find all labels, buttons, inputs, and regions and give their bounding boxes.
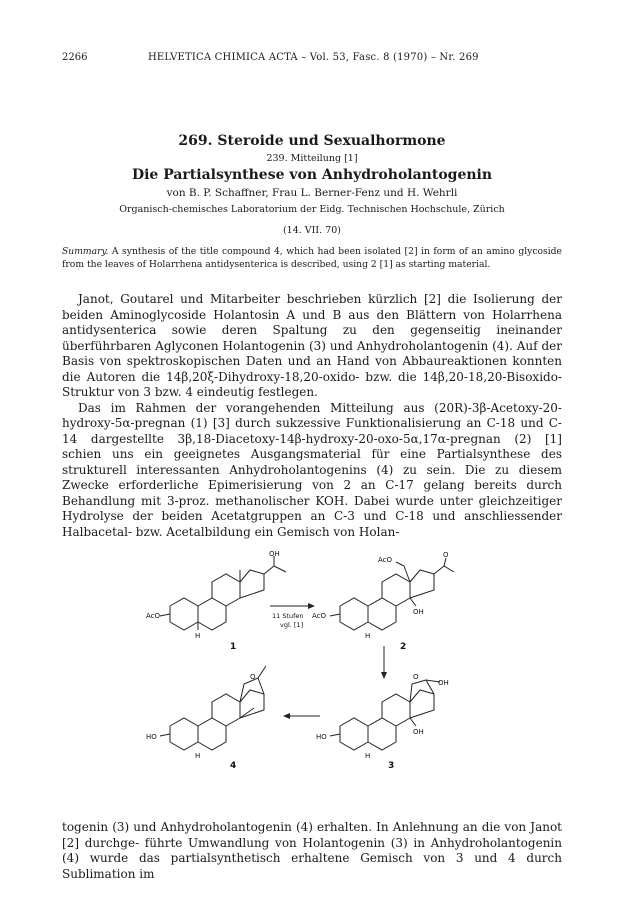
summary-label: Summary.: [62, 246, 109, 257]
label-oh-top: OH: [269, 550, 280, 558]
page-number: 2266: [62, 52, 88, 63]
label-aco-2: AcO: [312, 612, 327, 620]
structure-compound-3: [316, 673, 449, 771]
communication-number: 239. Mitteilung [1]: [266, 153, 358, 164]
reaction-arrow-1-to-2: [270, 603, 315, 629]
label-oxo: O: [443, 551, 449, 559]
label-oh-3b: OH: [413, 728, 424, 736]
structure-compound-4: [146, 666, 266, 771]
label-aco-top: AcO: [378, 556, 393, 564]
author-list: von B. P. Schaffner, Frau L. Berner-Fenz und H. Wehrli: [166, 187, 458, 199]
structure-compound-1: [146, 550, 286, 652]
label-h-1: H: [195, 632, 201, 640]
affiliation: Organisch-chemisches Laboratorium der Eidg. Technischen Hochschule, Zürich: [119, 204, 505, 215]
label-oh-2: OH: [413, 608, 424, 616]
summary-block: [62, 245, 562, 271]
compound-number-4: 4: [230, 761, 237, 771]
label-ho-3: HO: [316, 733, 327, 741]
journal-title: HELVETICA CHIMICA ACTA – Vol. 53, Fasc. 8 (1970) – Nr. 269: [148, 52, 479, 63]
reaction-arrow-2-to-3: [381, 646, 387, 679]
label-aco-1: AcO: [146, 612, 161, 620]
paragraph-3: togenin (3) und Anhydroholantogenin (4) erhalten. In Anlehnung an die von Janot [2] durchge- führte Umwandlung von Holantogenin (3) in Anhydroholantogenin (4) wurde das partialsynthetisch erhaltene Gemisch von 3 und 4 durch Sublimation im: [62, 820, 562, 881]
label-h-4: H: [195, 752, 201, 760]
received-date: (14. VII. 70): [282, 225, 342, 236]
compound-number-3: 3: [388, 761, 395, 771]
paper-title: Die Partialsynthese von Anhydroholantogenin: [131, 167, 493, 183]
structure-compound-2: [312, 551, 454, 652]
compound-number-1: 1: [230, 642, 237, 652]
label-o-ring-4: O: [250, 673, 256, 681]
arrow-label-steps: 11 Stufen: [272, 612, 304, 620]
label-o-ring-3: O: [413, 673, 419, 681]
label-ho-4: HO: [146, 733, 157, 741]
compound-number-2: 2: [400, 642, 407, 652]
reaction-scheme: [146, 548, 480, 818]
label-h-2: H: [365, 632, 371, 640]
body-text-lower: [62, 820, 562, 882]
paragraph-1: Janot, Goutarel und Mitarbeiter beschrieben kürzlich [2] die Isolierung der beiden Aminoglycoside Holantosin A und B aus den Blättern von Holarrhena antidysenterica sowie deren Spaltung zu den gegenseitig ineinander überführbaren Aglyconen Holantogenin (3) und Anhydroholantogenin (4). Auf der Basis von spektroskopischen Daten und an Hand von Abbaureaktionen konnten die Autoren die 14β,20ξ-Dihydroxy-18,20-oxido- bzw. die 14β,20-18,20-Bisoxido-Struktur von 3 bzw. 4 eindeutig festlegen.: [62, 292, 562, 399]
label-h-3: H: [365, 752, 371, 760]
label-oh-3a: OH: [438, 679, 449, 687]
paragraph-2: Das im Rahmen der vorangehenden Mitteilung aus (20R)-3β-Acetoxy-20-hydroxy-5α-pregnan (1) [3] durch sukzessive Funktionalisierung an C-18 und C-14 dargestellte 3β,18-Diacetoxy-14β-hydroxy-20-oxo-5α,17α-pregnan (2) [1] schien uns ein geeignetes Ausgangsmaterial für eine Partialsynthese des strukturell interessanten Anhydroholantogenins (4) zu sein. Die zu diesem Zwecke erforderliche Epimerisierung von 2 an C-17 gelang bereits durch Behandlung mit 3-proz. methanolischer KOH. Dabei wurde unter gleichzeitiger Hydrolyse der beiden Acetatgruppen an C-3 und C-18 und anschliessender Halbacetal- bzw. Acetalbildung ein Gemisch von Holan-: [62, 400, 562, 539]
summary-text: A synthesis of the title compound 4, which had been isolated [2] in form of an amino glycoside from the leaves of Holarrhena antidysenterica is described, using 2 [1] as starting material.: [62, 246, 562, 270]
body-text-upper: [62, 292, 562, 540]
reaction-arrow-3-to-4: [283, 713, 320, 719]
series-title: 269. Steroide und Sexualhormone: [178, 133, 446, 149]
arrow-label-reference: vgl. [1]: [280, 621, 304, 629]
